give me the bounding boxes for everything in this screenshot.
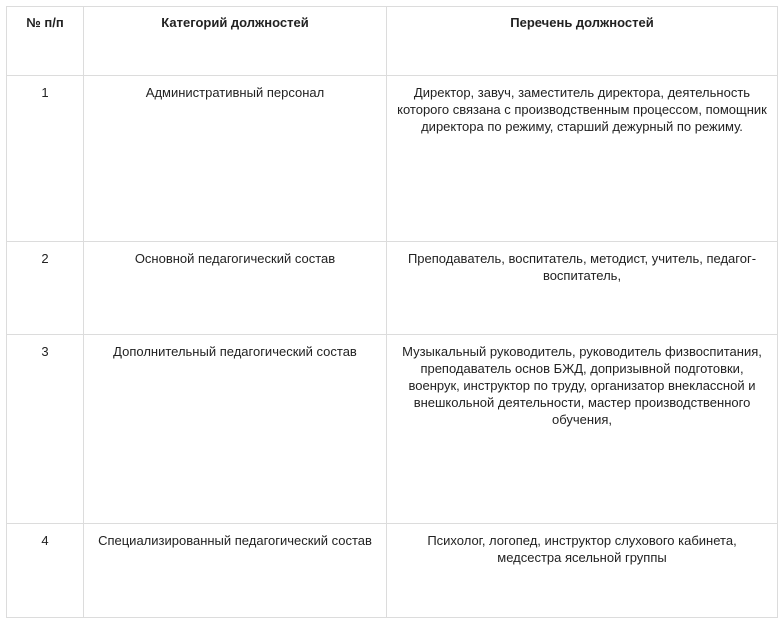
row-positions: Психолог, логопед, инструктор слухового кабинета, медсестра ясельной группы [387,524,778,618]
row-positions: Музыкальный руководитель, руководитель физвоспитания, преподаватель основ БЖД, допризывной подготовки, военрук, инструктор по труду, организатор внеклассной и внешкольной деятельности, мастер производственного обучения, [387,335,778,524]
header-number: № п/п [7,7,84,76]
row-number: 4 [7,524,84,618]
table-row [7,524,778,618]
table-row [7,335,778,524]
positions-table [6,6,778,618]
row-number: 1 [7,76,84,242]
table-row [7,242,778,335]
row-positions: Директор, завуч, заместитель директора, деятельность которого связана с производственным процессом, помощник директора по режиму, старший дежурный по режиму. [387,76,778,242]
table-row [7,76,778,242]
row-category: Дополнительный педагогический состав [84,335,387,524]
row-category: Административный персонал [84,76,387,242]
row-number: 3 [7,335,84,524]
header-category: Категорий должностей [84,7,387,76]
table-header-row [7,7,778,76]
header-positions: Перечень должностей [387,7,778,76]
row-category: Основной педагогический состав [84,242,387,335]
row-category: Специализированный педагогический состав [84,524,387,618]
positions-table-container [6,6,778,618]
row-number: 2 [7,242,84,335]
row-positions: Преподаватель, воспитатель, методист, учитель, педагог-воспитатель, [387,242,778,335]
